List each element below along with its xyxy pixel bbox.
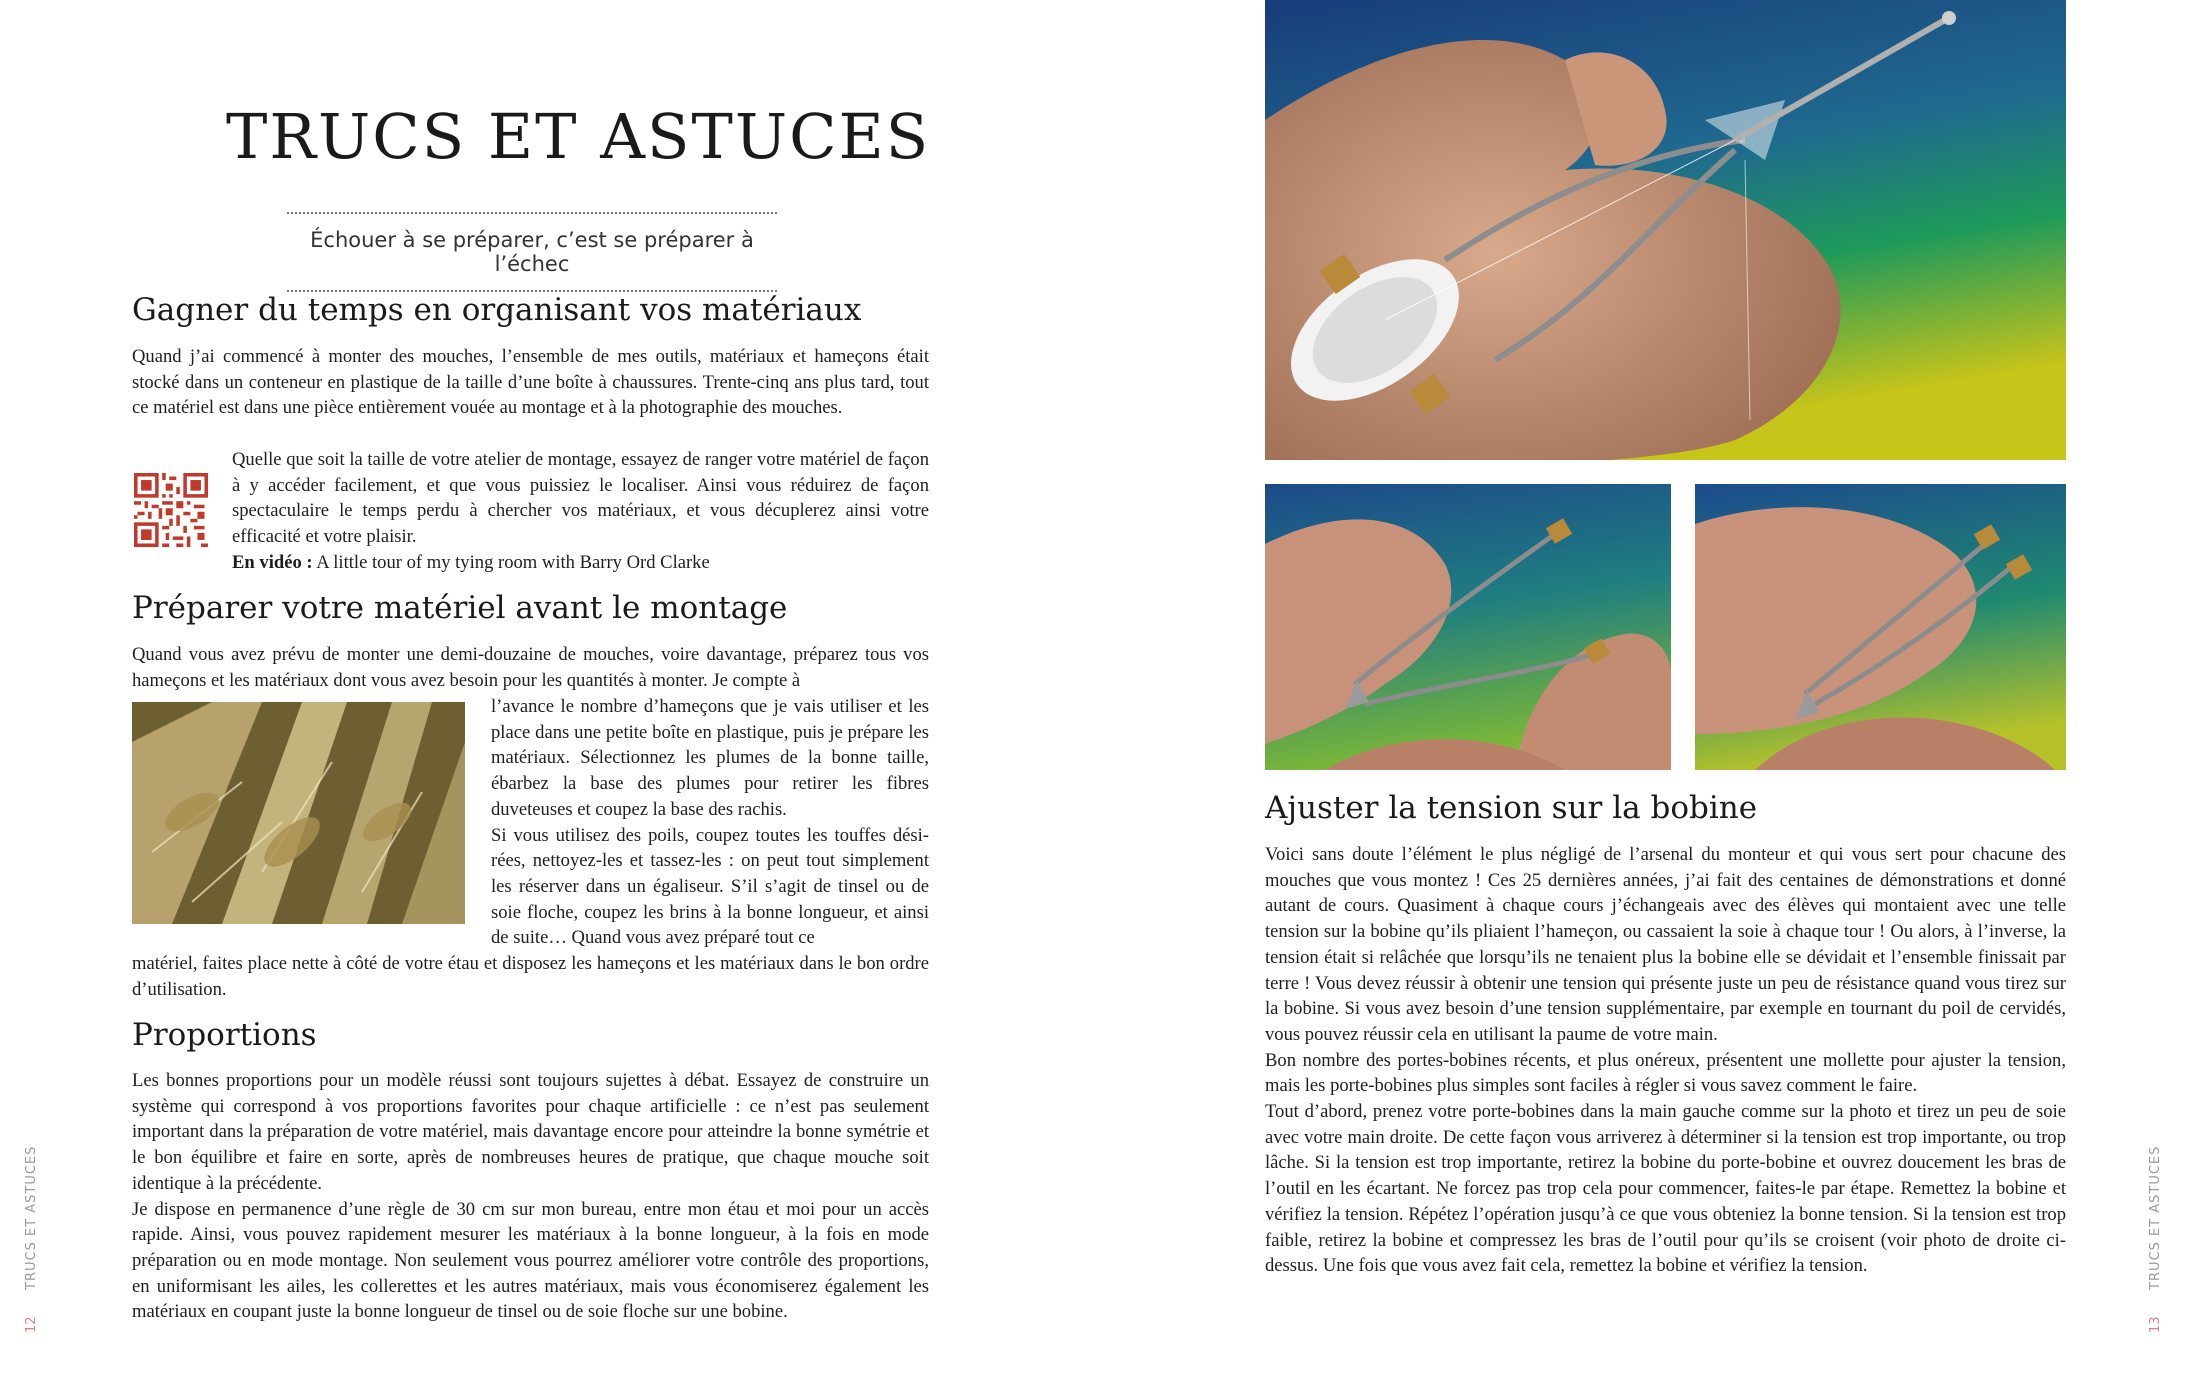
page-number-right: 13: [2148, 1316, 2163, 1333]
right-page: [1096, 0, 2191, 1400]
section-heading-organize: Gagner du temps en organisant vos matériaux: [132, 292, 862, 328]
section-heading-tension: Ajuster la tension sur la bobine: [1265, 790, 1758, 826]
section-heading-proportions: Proportions: [132, 1017, 317, 1053]
chapter-title: TRUCS ET ASTUCES: [226, 100, 931, 173]
video-link[interactable]: En vidéo : A little tour of my tying room with Barry Ord Clarke: [232, 551, 710, 573]
left-page: [0, 0, 1095, 1400]
qr-code-icon[interactable]: [134, 473, 208, 547]
feather-box-photo: [132, 702, 465, 924]
section-organize-paragraph-1: Quand j’ai commencé à monter des mouches, l’ensemble de mes outils, matériaux et hameçons était stocké dans un conteneur en plastique de la taille d’une boîte à chaussures. Trente-cinq ans plus tard, tout ce matériel est dans une pièce entièrement vouée au montage et à la photographie des mouches.: [132, 346, 929, 419]
section-organize-paragraph-2: Quelle que soit la taille de votre atelier de montage, essayez de ranger votre matériel de façon à y accéder facilement, et que vous puissiez le localiser. Ainsi vous réduirez de façon spectaculaire le temps perdu à chercher vos matériaux, et vous décuplerez ainsi votre efficacité et votre plaisir. En vidéo : A little tour of my tying room with Barry Ord Clarke: [232, 447, 929, 576]
section-tension-text: Voici sans doute l’élément le plus négligé de l’arsenal du monteur et qui vous sert pour chacune des mouches que vous montez ! Ces 25 dernières années, j’ai fait des centaines de démonstrations et donné autant de cours. Quasiment à chaque cours j’échangeais avec des élèves qui montaient avec une telle tension sur la bobine qu’ils pliaient l’hameçon, ou cassaient la soie à chaque tour ! Ou alors, à l’inverse, la tension était si relâchée que lorsqu’ils ne tenaient plus la bobine elle se dévidait et l’ensemble finissait par terre ! Vous devez réussir à obtenir une tension qui présente juste un peu de résistance quand vous tirez sur la bobine. Si vous avez besoin d’une tension supplémentaire, par exemple en tournant du poil de cervidés, vous pouvez réussir cela en utilisant la paume de votre main. Bon nombre des portes-bobines récents, et plus onéreux, présentent une mollette pour ajuster la tension, mais les porte-bobines plus simples sont faciles à régler si vous savez comment le faire. Tout d’abord, prenez votre porte-bobines dans la main gauche comme sur la photo et tirez un peu de soie avec votre main droite. De cette façon vous arriverez à déterminer si la tension est trop importante, ou trop lâche. Si la tension est trop importante, retirez la bobine du porte-bobine et ouvrez doucement les bras de l’outil en les écartant. Ne forcez pas trop cela pour commencer, faites-le par étape. Remettez la bobine et vérifiez la tension. Répétez l’opération jusqu’à ce que vous obteniez la bonne tension. Si la tension est trop faible, retirez la bobine et compressez les bras de l’outil pour qu’ils se croisent (voir photo de droite ci-dessus. Une fois que vous avez fait cela, remettez la bobine et vérifiez la tension.: [1265, 844, 2066, 1277]
running-header-left: TRUCS ET ASTUCES: [24, 1145, 39, 1290]
section-prepare-paragraph-1: Quand vous avez prévu de monter une demi-douzaine de mouches, voire davantage, préparez tous vos hameçons et les matériaux dont vous avez besoin pour les quantités à monter. Je compte à: [132, 644, 929, 691]
bobbin-holder-photo-open: [1265, 484, 1671, 770]
chapter-tagline: Échouer à se préparer, c’est se préparer à l’échec: [287, 212, 777, 292]
bobbin-holder-photo-main: [1265, 0, 2066, 460]
page-number-left: 12: [24, 1316, 39, 1333]
section-proportions-text: Les bonnes proportions pour un modèle réussi sont toujours sujettes à débat. Essayez de construire un système qui correspond à vos proportions favorites pour chaque artificielle : ce n’est pas seulement important dans la préparation de votre matériel, mais davantage encore pour atteindre la bonne symétrie et le bon équilibre et faire en sorte, après de nombreuses heures de pratique, que chaque mouche soit identique à la précédente. Je dispose en permanence d’une règle de 30 cm sur mon bureau, entre mon étau et moi pour un accès rapide. Ainsi, vous pouvez rapidement mesurer les matériaux à la bonne longueur, à la fois en mode préparation ou en mode montage. Non seulement vous pourrez améliorer votre contrôle des proportions, en uniformisant les ailes, les collerettes et les autres matériaux, mais vous économiserez également les matériaux en coupant juste la bonne longueur de tinsel ou de soie floche sur une bobine.: [132, 1070, 929, 1323]
section-heading-prepare: Préparer votre matériel avant le montage: [132, 590, 788, 626]
section-prepare-paragraph-3: matériel, faites place nette à côté de votre étau et disposez les hameçons et les matériaux dans le bon ordre d’utilisation.: [132, 953, 929, 1000]
bobbin-holder-photo-crossed: [1695, 484, 2066, 770]
running-header-right: TRUCS ET ASTUCES: [2148, 1145, 2163, 1290]
section-prepare-paragraph-2: l’avance le nombre d’hameçons que je vais utiliser et les place dans une petite boîte en plastique, puis je prépare les matériaux. Sélectionnez les plumes de la bonne taille, ébarbez la base des plumes pour retirer les fibres duveteuses et coupez la base des rachis. Si vous utilisez des poils, coupez toutes les touffes désirées, nettoyez-les et tassez-les : on peut tout simplement les réserver dans un égaliseur. S’il s’agit de tinsel ou de soie floche, coupez les brins à la bonne longueur, et ainsi de suite… Quand vous avez préparé tout ce: [491, 696, 929, 949]
